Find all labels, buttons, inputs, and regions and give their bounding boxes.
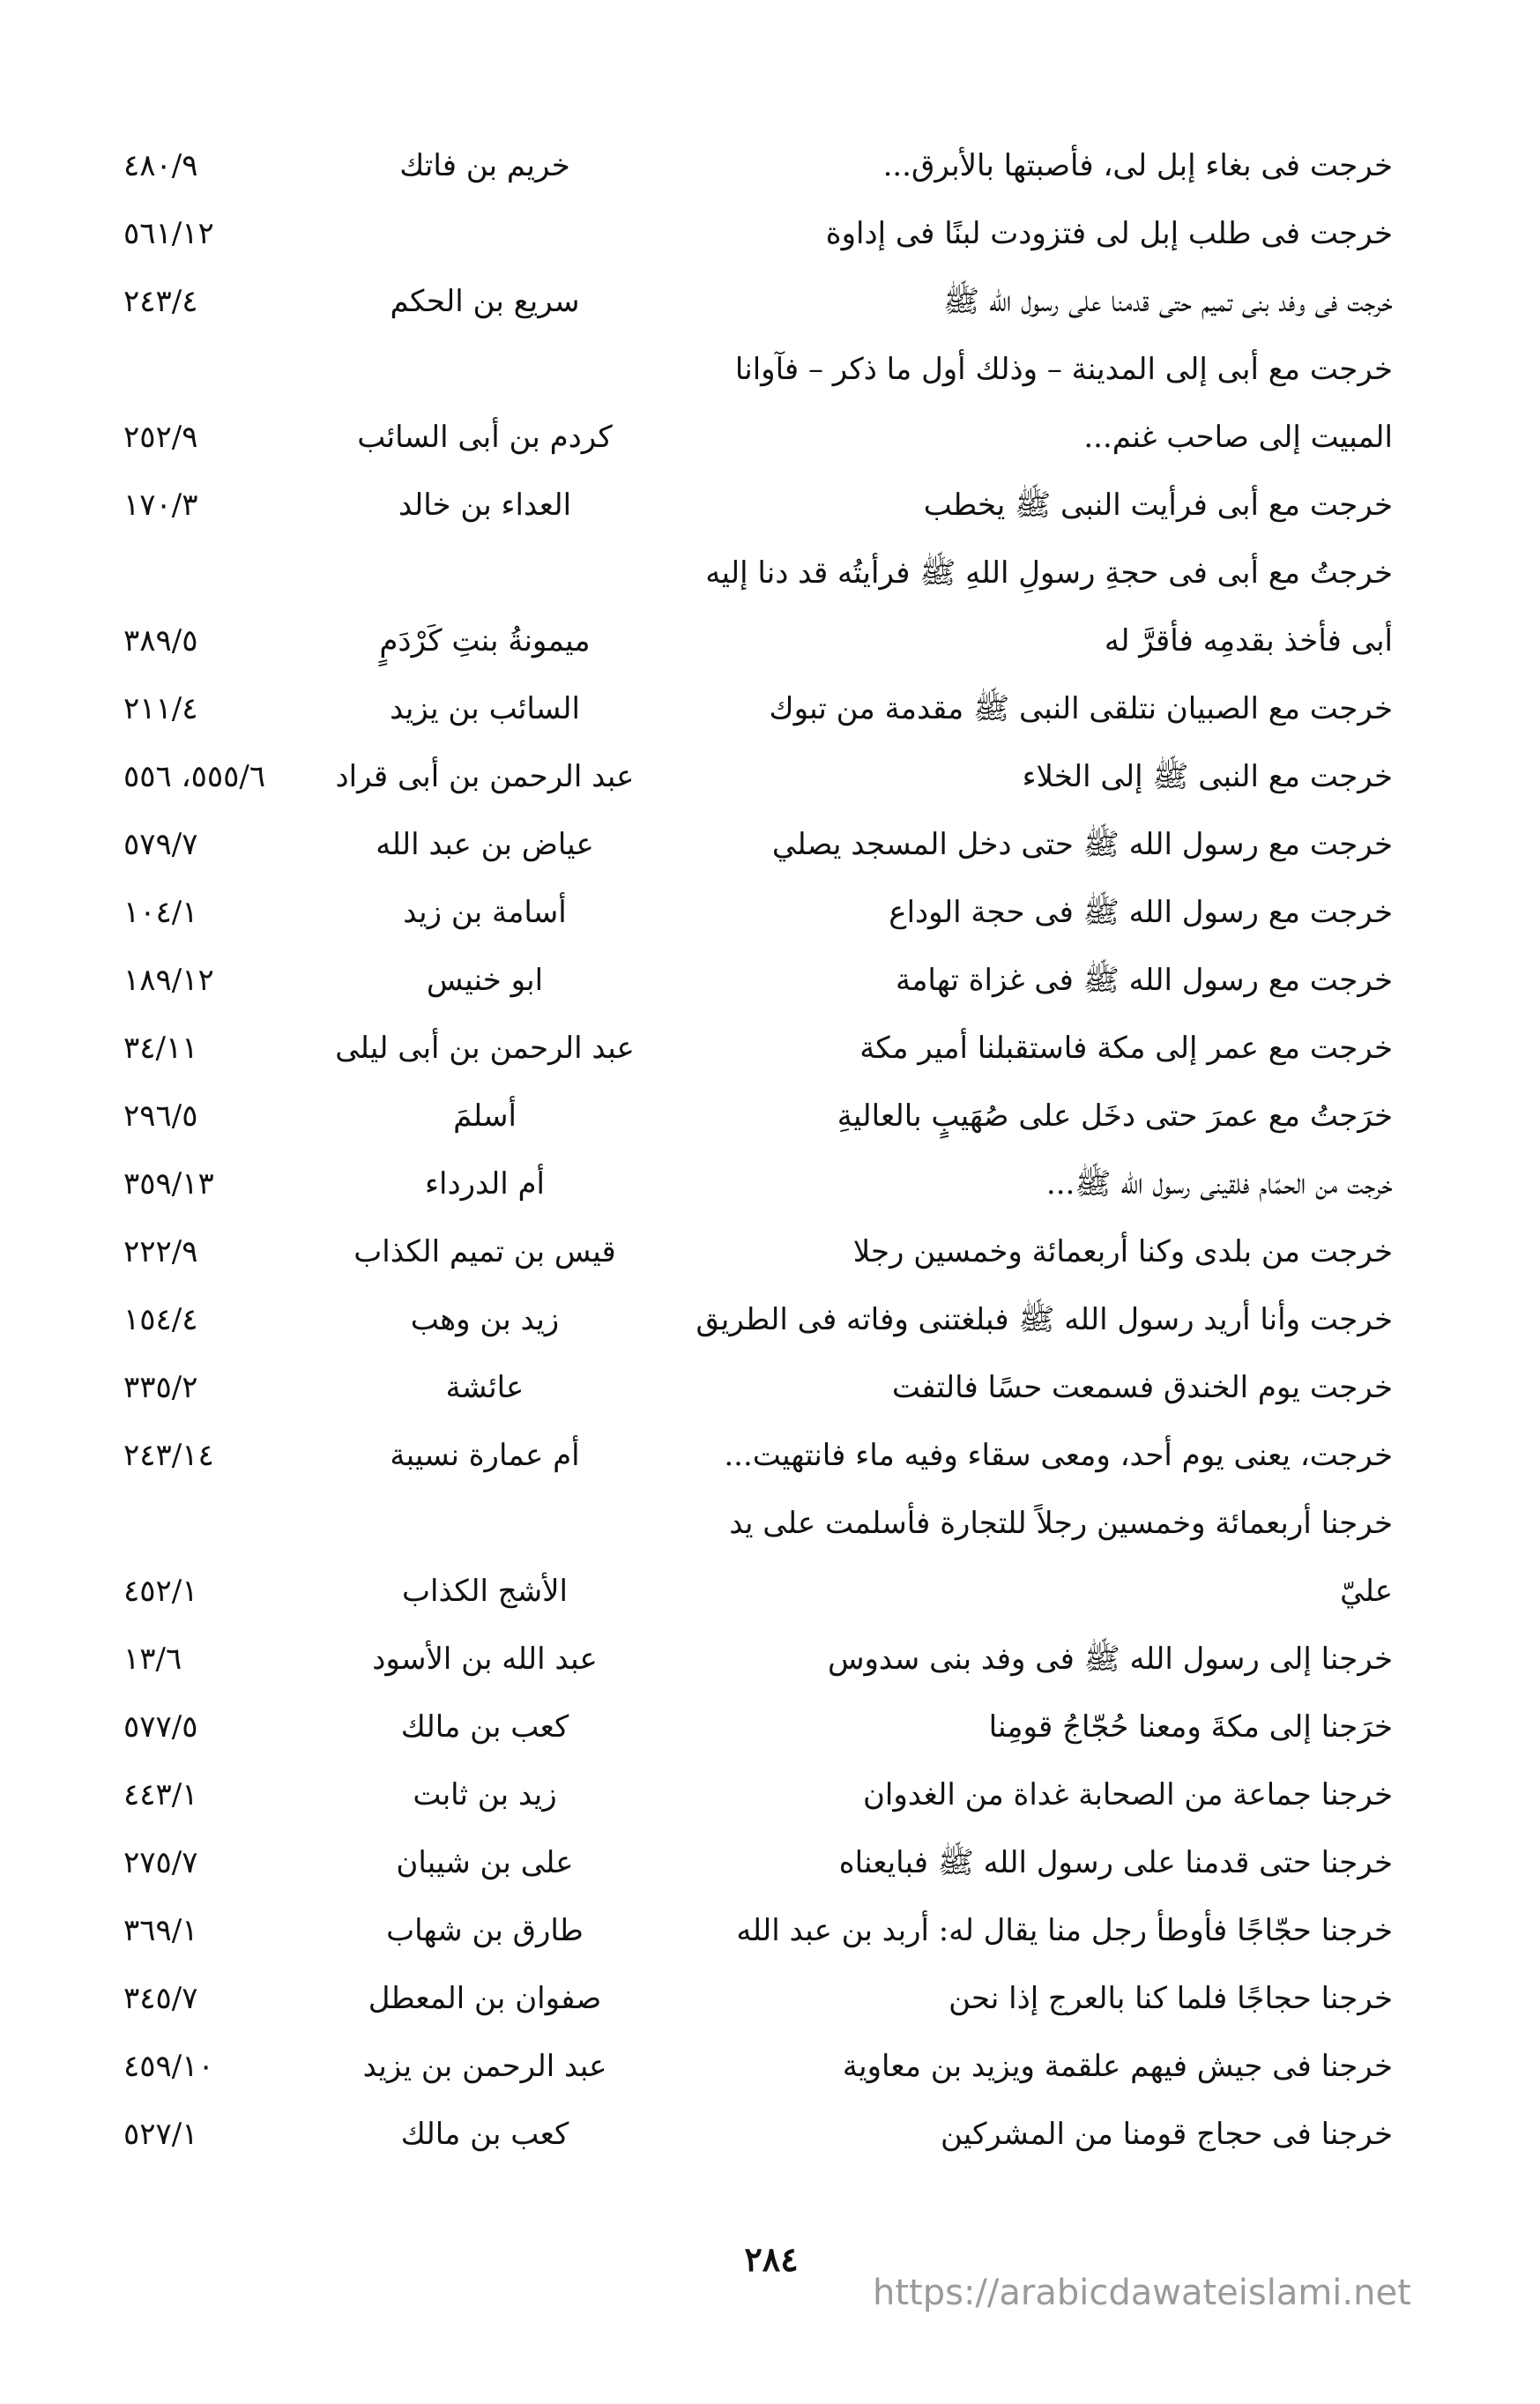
volume-page-ref: ١٠٤/١ — [123, 895, 198, 930]
volume-page-ref: ١٥٤/٤ — [123, 1302, 198, 1337]
hadith-text: خرجت مع عمر إلى مكة فاستقبلنا أمير مكة — [859, 1031, 1393, 1066]
volume-page-ref: ٤٥٢/١ — [123, 1574, 198, 1609]
volume-page-ref: ١٨٩/١٢ — [123, 963, 214, 998]
hadith-text: خرجت مع رسول الله ﷺ فى حجة الوداع — [889, 895, 1393, 930]
index-row — [123, 1965, 1393, 2033]
index-row — [123, 2101, 1393, 2169]
narrator-name: طارق بن شهاب — [386, 1913, 584, 1948]
narrator-name: سريع بن الحكم — [390, 284, 580, 319]
narrator-name: كعب بن مالك — [400, 1709, 569, 1745]
narrator-name: عبد الرحمن بن أبى قراد — [335, 759, 635, 794]
index-row — [123, 472, 1393, 540]
index-row — [123, 1761, 1393, 1829]
index-row — [123, 947, 1393, 1015]
volume-page-ref: ٢٤٣/٤ — [123, 284, 198, 319]
volume-page-ref: ٢٥٢/٩ — [123, 420, 198, 455]
index-row — [123, 1083, 1393, 1150]
index-row — [123, 1150, 1393, 1218]
watermark-url: https://arabicdawateislami.net — [873, 2273, 1411, 2313]
narrator-name: عبد الله بن الأسود — [372, 1641, 598, 1677]
volume-page-ref: ١٧٠/٣ — [123, 487, 198, 523]
index-row — [123, 540, 1393, 675]
volume-page-ref: ٣٨٩/٥ — [123, 623, 198, 659]
hadith-text: خرجت فى طلب إبل لى فتزودت لبنًا فى إداوة — [825, 216, 1393, 251]
narrator-name: كردم بن أبى السائب — [357, 420, 613, 455]
hadith-text: خرجت مع النبى ﷺ إلى الخلاء — [1022, 759, 1393, 794]
hadith-text: خرجت مع أبى فرأيت النبى ﷺ يخطب — [923, 487, 1393, 523]
hadith-text: خرجنا فى حجاج قومنا من المشركين — [941, 2117, 1393, 2152]
hadith-text: خرَجتُ مع عمرَ حتى دخَل على صُهَيبٍ بالعاليةِ — [837, 1098, 1393, 1134]
volume-page-ref: ٣٦٩/١ — [123, 1913, 198, 1948]
hadith-text: خرجت فى وفد بنى تميم حتى قدمنا على رسول الله ﷺ — [943, 284, 1393, 319]
volume-page-ref: ٥٧٧/٥ — [123, 1709, 198, 1745]
volume-page-ref: ٣٤/١١ — [123, 1031, 198, 1066]
narrator-name: كعب بن مالك — [400, 2117, 569, 2152]
hadith-text: خرجت مع رسول الله ﷺ حتى دخل المسجد يصلي — [771, 827, 1393, 862]
hadith-text: خرجت مع رسول الله ﷺ فى غزاة تهامة — [895, 963, 1393, 998]
narrator-name: زيد بن ثابت — [413, 1777, 557, 1812]
narrator-name: العداء بن خالد — [398, 487, 572, 523]
index-row — [123, 811, 1393, 879]
hadith-text: خرجنا فى جيش فيهم علقمة ويزيد بن معاوية — [842, 2049, 1393, 2084]
narrator-name: أم الدرداء — [425, 1166, 545, 1202]
hadith-text: خرجنا حجاجًا فلما كنا بالعرج إذا نحن — [949, 1981, 1393, 2016]
index-row — [123, 675, 1393, 743]
volume-page-ref: ١٣/٦ — [123, 1641, 182, 1677]
index-row — [123, 2033, 1393, 2101]
narrator-name: زيد بن وهب — [410, 1302, 560, 1337]
volume-page-ref: ٥٧٩/٧ — [123, 827, 198, 862]
narrator-name: ابو خنيس — [426, 963, 544, 998]
volume-page-ref: ٤٨٠/٩ — [123, 148, 198, 183]
index-row — [123, 743, 1393, 811]
volume-page-ref: ٤٤٣/١ — [123, 1777, 198, 1812]
hadith-text: خرجنا حجّاجًا فأوطأ رجل منا يقال له: أربد بن عبد الله — [736, 1913, 1393, 1948]
hadith-text: خرَجنا إلى مكةَ ومعنا حُجّاجُ قومِنا — [988, 1709, 1393, 1745]
narrator-name: صفوان بن المعطل — [368, 1981, 602, 2016]
narrator-name: عبد الرحمن بن يزيد — [362, 2049, 607, 2084]
volume-page-ref: ٥٥٥/٦، ٥٥٦ — [123, 759, 266, 794]
volume-page-ref: ٤٥٩/١٠ — [123, 2049, 214, 2084]
narrator-name: الأشج الكذاب — [402, 1574, 568, 1609]
volume-page-ref: ٣٤٥/٧ — [123, 1981, 198, 2016]
index-row — [123, 336, 1393, 472]
page-number: ٢٨٤ — [744, 2239, 799, 2279]
index-row — [123, 1286, 1393, 1354]
narrator-name: عياض بن عبد الله — [376, 827, 594, 862]
hadith-text: خرجت فى بغاء إبل لى، فأصبتها بالأبرق... — [882, 148, 1393, 183]
index-row — [123, 1897, 1393, 1965]
volume-page-ref: ٢١١/٤ — [123, 691, 198, 726]
index-row — [123, 1354, 1393, 1422]
narrator-name: قيس بن تميم الكذاب — [353, 1234, 616, 1269]
narrator-name: السائب بن يزيد — [390, 691, 580, 726]
hadith-text: خرجنا أربعمائة وخمسين رجلاً للتجارة فأسلمت على يد عليّ — [729, 1506, 1393, 1609]
hadith-text: خرجنا إلى رسول الله ﷺ فى وفد بنى سدوس — [828, 1641, 1393, 1677]
hadith-text: خرجت مع أبى إلى المدينة – وذلك أول ما ذكر – فآوانا المبيت إلى صاحب غنم... — [734, 352, 1393, 455]
index-row — [123, 1218, 1393, 1286]
hadith-text: خرجت من الحمّام فلقينى رسول الله ﷺ... — [1045, 1166, 1393, 1202]
index-row — [123, 1829, 1393, 1897]
hadith-text: خرجتُ مع أبى فى حجةِ رسولِ اللهِ ﷺ فرأيتُه قد دنا إليه أبى فأخذ بقدمِه فأقرَّ له — [705, 555, 1393, 659]
index-row — [123, 1490, 1393, 1626]
volume-page-ref: ٣٣٥/٢ — [123, 1370, 198, 1405]
narrator-name: على بن شيبان — [396, 1845, 574, 1880]
index-row — [123, 200, 1393, 268]
volume-page-ref: ٥٢٧/١ — [123, 2117, 198, 2152]
hadith-text: خرجت، يعنى يوم أحد، ومعى سقاء وفيه ماء فانتهيت... — [724, 1438, 1393, 1473]
hadith-text: خرجنا جماعة من الصحابة غداة من الغدوان — [862, 1777, 1393, 1812]
volume-page-ref: ٢٢٢/٩ — [123, 1234, 198, 1269]
hadith-text: خرجت مع الصبيان نتلقى النبى ﷺ مقدمة من تبوك — [769, 691, 1393, 726]
hadith-text: خرجت من بلدى وكنا أربعمائة وخمسين رجلا — [852, 1234, 1393, 1269]
volume-page-ref: ٥٦١/١٢ — [123, 216, 214, 251]
narrator-name: أسلمَ — [453, 1098, 517, 1134]
index-row — [123, 1422, 1393, 1490]
narrator-name: عائشة — [445, 1370, 524, 1405]
narrator-name: أم عمارة نسيبة — [390, 1438, 580, 1473]
index-row — [123, 1693, 1393, 1761]
hadith-index-list — [123, 132, 1393, 2169]
index-row — [123, 879, 1393, 947]
index-row — [123, 268, 1393, 336]
volume-page-ref: ٢٤٣/١٤ — [123, 1438, 214, 1473]
narrator-name: خريم بن فاتك — [399, 148, 570, 183]
hadith-text: خرجت وأنا أريد رسول الله ﷺ فبلغتنى وفاته فى الطريق — [696, 1302, 1393, 1337]
volume-page-ref: ٢٩٦/٥ — [123, 1098, 198, 1134]
narrator-name: ميمونةُ بنتِ كَرْدَمٍ — [379, 623, 591, 659]
index-row — [123, 1626, 1393, 1693]
hadith-text: خرجت يوم الخندق فسمعت حسًا فالتفت — [891, 1370, 1393, 1405]
index-row — [123, 1015, 1393, 1083]
narrator-name: أسامة بن زيد — [403, 895, 567, 930]
index-row — [123, 132, 1393, 200]
narrator-name: عبد الرحمن بن أبى ليلى — [335, 1031, 635, 1066]
hadith-text: خرجنا حتى قدمنا على رسول الله ﷺ فبايعناه — [838, 1845, 1393, 1880]
volume-page-ref: ٣٥٩/١٣ — [123, 1166, 214, 1202]
volume-page-ref: ٢٧٥/٧ — [123, 1845, 198, 1880]
